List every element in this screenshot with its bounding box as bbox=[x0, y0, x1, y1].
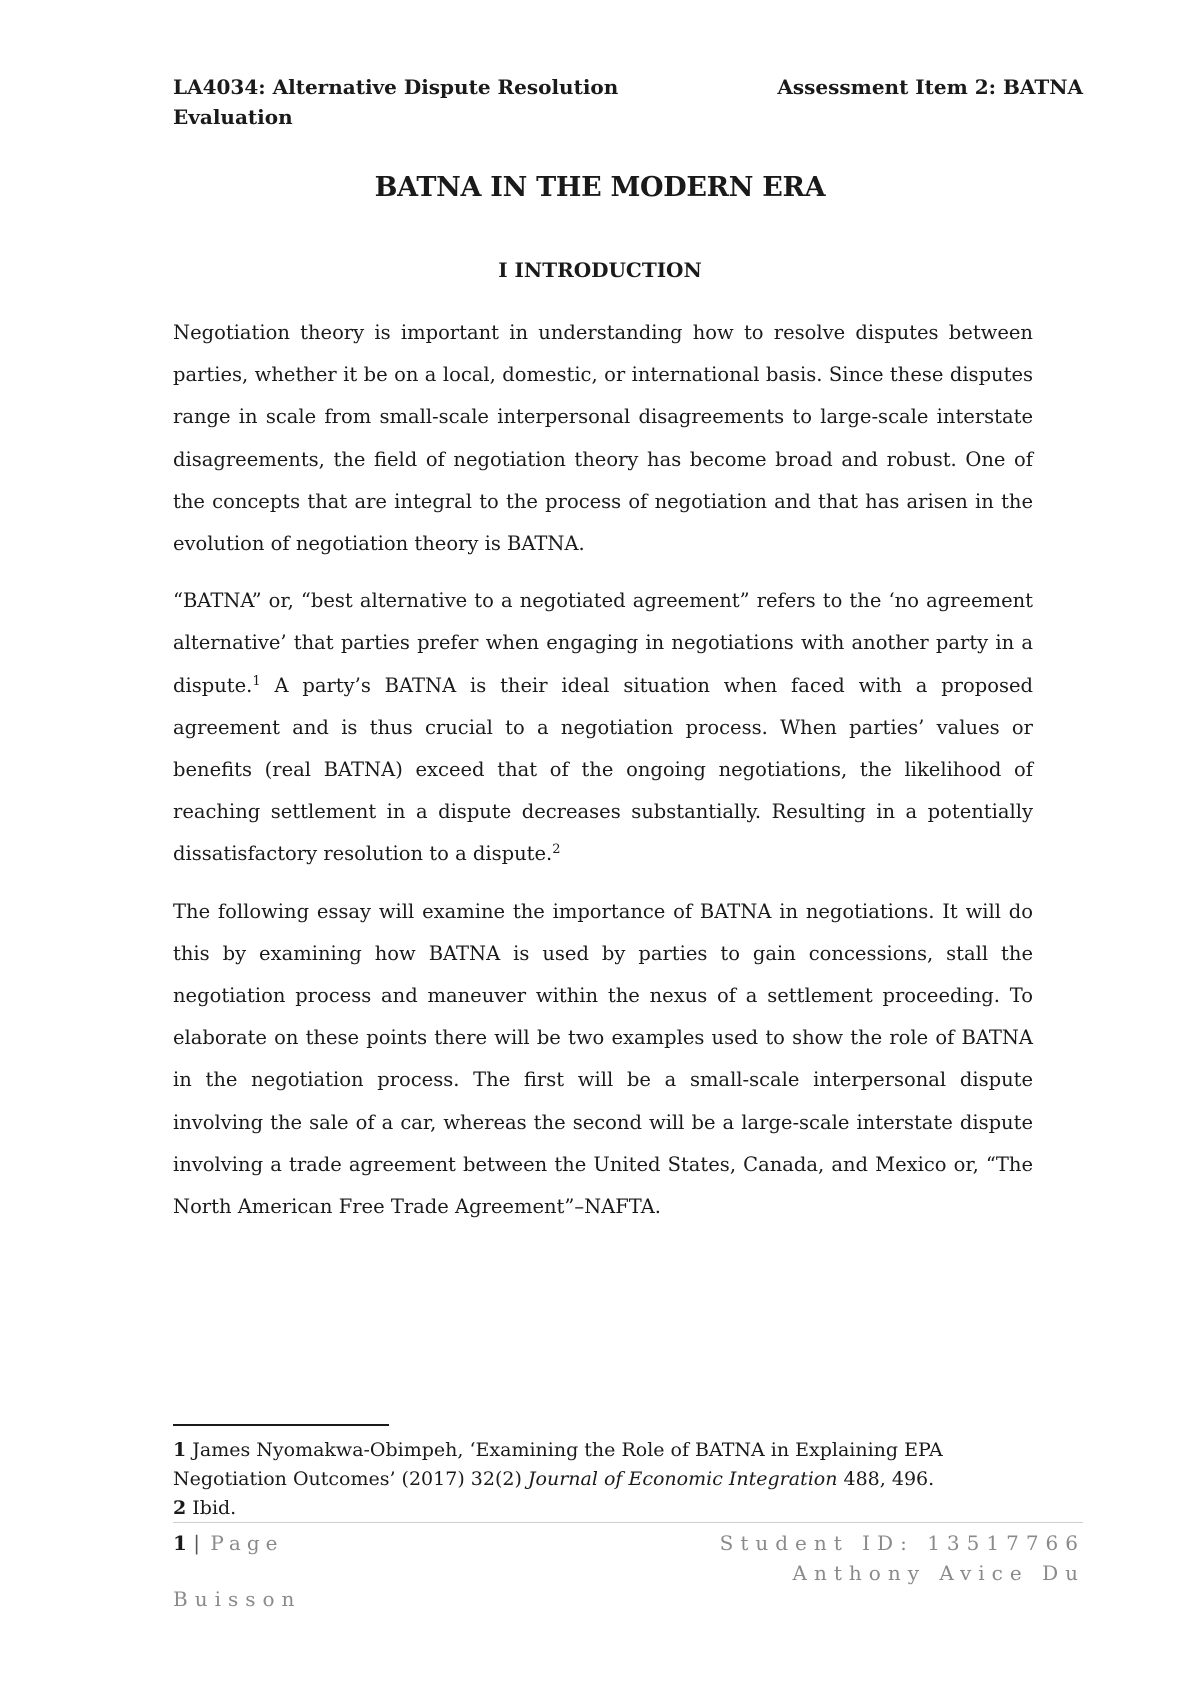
author-line-2: Buisson bbox=[173, 1587, 302, 1611]
section-heading: I INTRODUCTION bbox=[498, 258, 702, 282]
footnote-2-text: Ibid. bbox=[186, 1497, 237, 1519]
footnote-1-number: 1 bbox=[173, 1439, 187, 1461]
paragraph-2 bbox=[173, 580, 1033, 875]
footnote-ref-1[interactable]: 1 bbox=[252, 673, 261, 689]
page-word: Page bbox=[210, 1531, 284, 1555]
footnote-1 bbox=[173, 1436, 1033, 1494]
header-assessment: Assessment Item 2: BATNA bbox=[777, 75, 1083, 99]
paragraph-1: Negotiation theory is important in understanding how to resolve disputes between parties, whether it be on a local, domestic, or international basis. Since these disputes range in scale from small-scale interpersonal disagreements to large-scale interstate disagreements, the field of negotiation theory has become broad and robust. One of the concepts that are integral to the process of negotiation and that has arisen in the evolution of negotiation theory is BATNA. bbox=[173, 321, 1033, 556]
header-course-line2: Evaluation bbox=[173, 105, 293, 129]
footnote-1-text-a: James Nyomakwa-Obimpeh, ‘Examining the Role of BATNA in Explaining EPA Negotiation Outcomes’ (2017) 32(2) bbox=[173, 1439, 943, 1490]
footnote-2-number: 2 bbox=[173, 1497, 187, 1519]
footnote-2 bbox=[173, 1494, 1033, 1523]
paragraph-2-part-b: A party’s BATNA is their ideal situation when faced with a proposed agreement and is thus crucial to a negotiation process. When parties’ values or benefits (real BATNA) exceed that of the ongoing negotiations, the likelihood of reaching settlement in a dispute decreases substantially. Resulting in a potentially dissatisfactory resolution to a dispute. bbox=[173, 673, 1033, 866]
paragraph-3: The following essay will examine the importance of BATNA in negotiations. It will do this by examining how BATNA is used by parties to gain concessions, stall the negotiation process and maneuver within the nexus of a settlement proceeding. To elaborate on these points there will be two examples used to show the role of BATNA in the negotiation process. The first will be a small-scale interpersonal dispute involving the sale of a car, whereas the second will be a large-scale interstate dispute involving a trade agreement between the United States, Canada, and Mexico or, “The North American Free Trade Agreement”–NAFTA. bbox=[173, 899, 1033, 1219]
footnote-1-journal: Journal of Economic Integration bbox=[527, 1468, 838, 1490]
footer-page-number bbox=[173, 1528, 284, 1558]
document-title: BATNA IN THE MODERN ERA bbox=[374, 172, 826, 203]
footer-separator bbox=[173, 1522, 1083, 1523]
page-number: 1 bbox=[173, 1531, 187, 1555]
footnote-separator bbox=[173, 1424, 389, 1426]
footnote-1-text-b: 488, 496. bbox=[837, 1468, 935, 1490]
footer-student-info bbox=[720, 1528, 1085, 1588]
footnote-ref-2[interactable]: 2 bbox=[552, 842, 561, 858]
header-course-line1: LA4034: Alternative Dispute Resolution bbox=[173, 75, 619, 99]
student-id: Student ID: 13517766 bbox=[719, 1531, 1085, 1555]
header-course bbox=[173, 72, 733, 132]
body-text bbox=[173, 312, 1033, 1243]
paragraph-2-part-a: “BATNA” or, “best alternative to a negotiated agreement” refers to the ‘no agreement alternative’ that parties prefer when engaging in negotiations with another party in a dispute. bbox=[173, 589, 1033, 697]
author-line-1: Anthony Avice Du bbox=[792, 1561, 1085, 1585]
footnotes bbox=[173, 1436, 1033, 1523]
page-separator: | bbox=[186, 1531, 207, 1555]
